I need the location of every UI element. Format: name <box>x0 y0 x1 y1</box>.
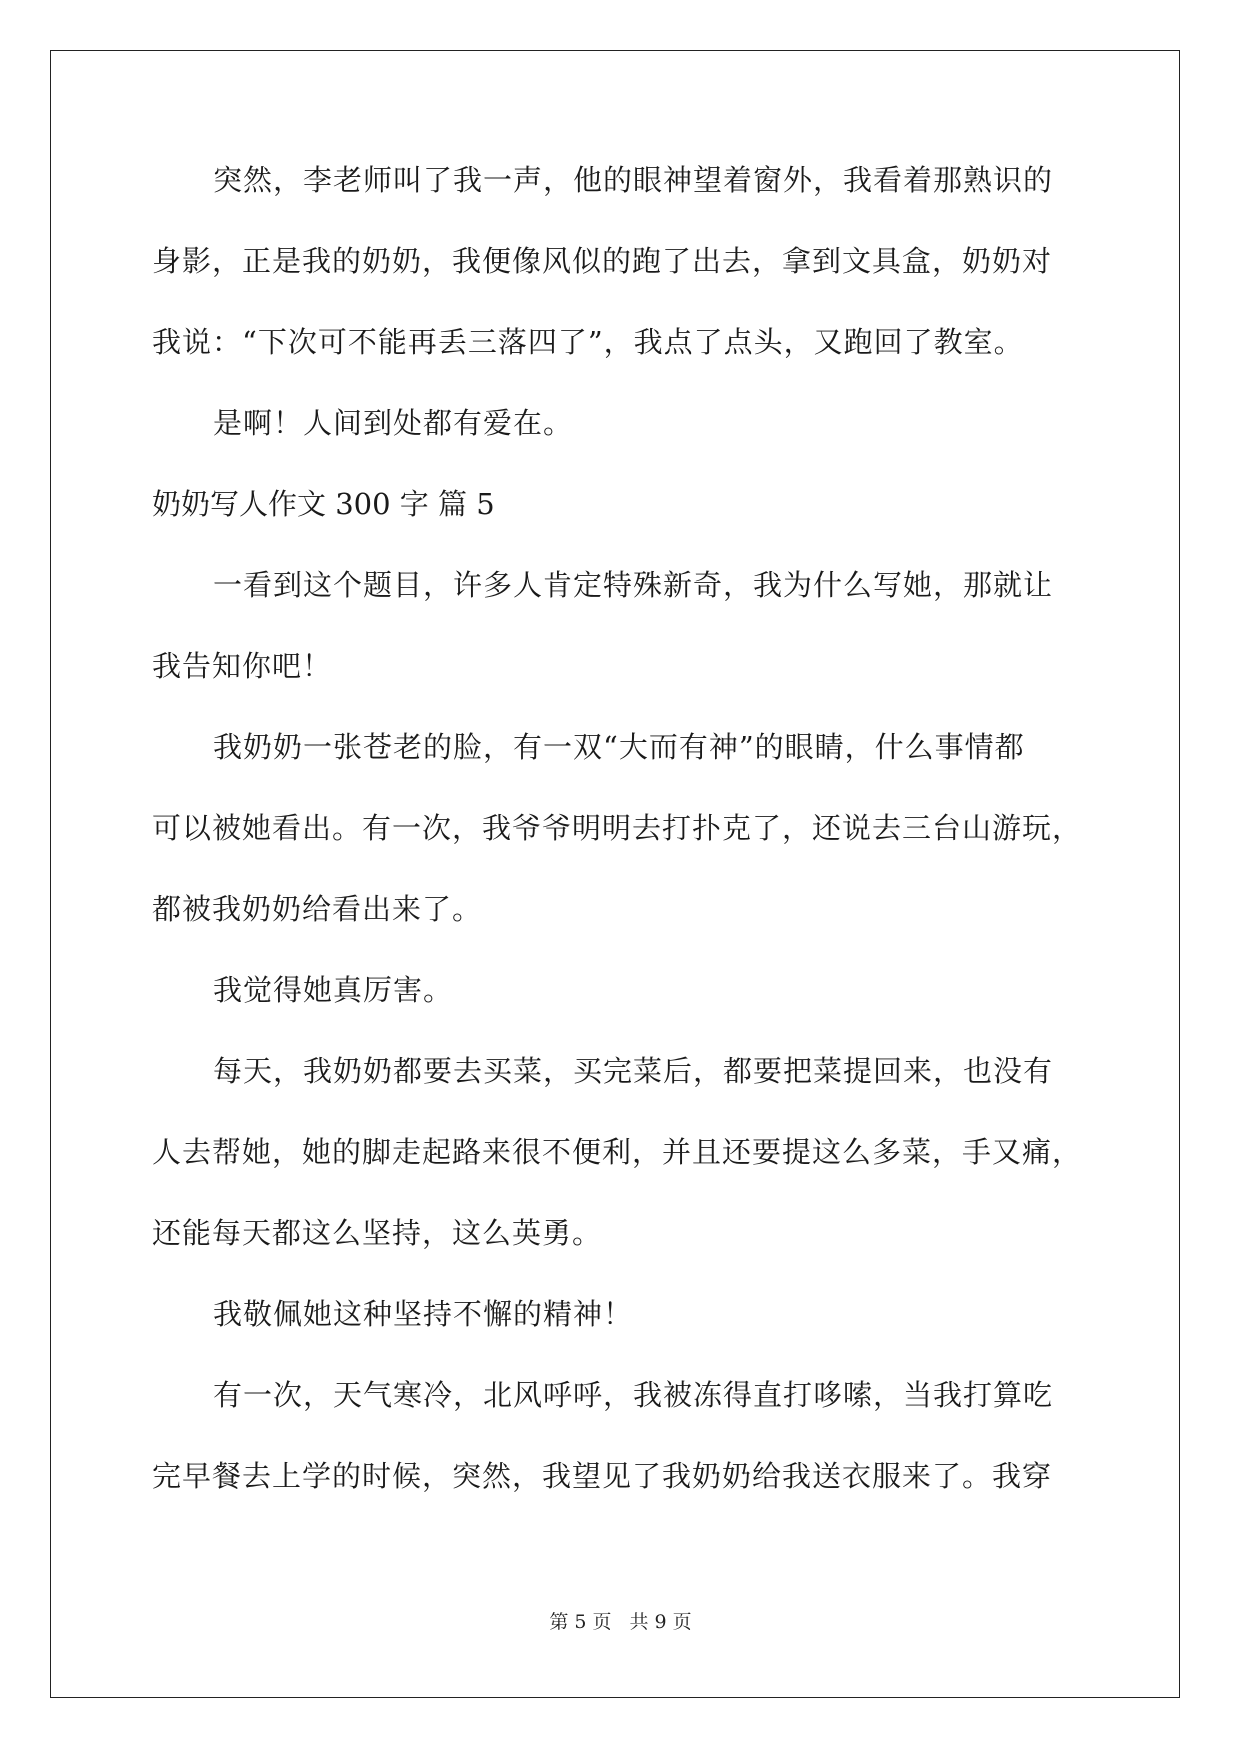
text-line: 可以被她看出。有一次，我爷爷明明去打扑克了，还说去三台山游玩， <box>152 811 1083 845</box>
page-number: 第 5 页 <box>549 1611 612 1633</box>
text-line: 我觉得她真厉害。 <box>213 973 454 1007</box>
text-line: 我奶奶一张苍老的脸，有一双“大而有神”的眼睛，什么事情都 <box>213 730 1025 764</box>
text-line: 我敬佩她这种坚持不懈的精神！ <box>213 1297 634 1331</box>
text-line: 我说：“下次可不能再丢三落四了”，我点了点头，又跑回了教室。 <box>152 325 1024 359</box>
text-line: 都被我奶奶给看出来了。 <box>152 892 483 926</box>
text-line: 是啊！人间到处都有爱在。 <box>213 406 574 440</box>
text-line: 身影，正是我的奶奶，我便像风似的跑了出去，拿到文具盒，奶奶对 <box>152 244 1053 278</box>
text-line: 每天，我奶奶都要去买菜，买完菜后，都要把菜提回来，也没有 <box>213 1054 1054 1088</box>
text-line: 人去帮她，她的脚走起路来很不便利，并且还要提这么多菜，手又痛， <box>152 1135 1083 1169</box>
document-body <box>152 160 1092 1537</box>
page-total: 共 9 页 <box>629 1611 692 1633</box>
section-heading: 奶奶写人作文 300 字 篇 5 <box>152 487 495 521</box>
text-line: 一看到这个题目，许多人肯定特殊新奇，我为什么写她，那就让 <box>213 568 1054 602</box>
text-line: 还能每天都这么坚持，这么英勇。 <box>152 1216 603 1250</box>
text-line: 完早餐去上学的时候，突然，我望见了我奶奶给我送衣服来了。我穿 <box>152 1459 1053 1493</box>
page-footer <box>0 1610 1241 1634</box>
text-line: 突然，李老师叫了我一声，他的眼神望着窗外，我看着那熟识的 <box>213 163 1054 197</box>
text-line: 有一次，天气寒冷，北风呼呼，我被冻得直打哆嗦，当我打算吃 <box>213 1378 1054 1412</box>
text-line: 我告知你吧！ <box>152 649 333 683</box>
